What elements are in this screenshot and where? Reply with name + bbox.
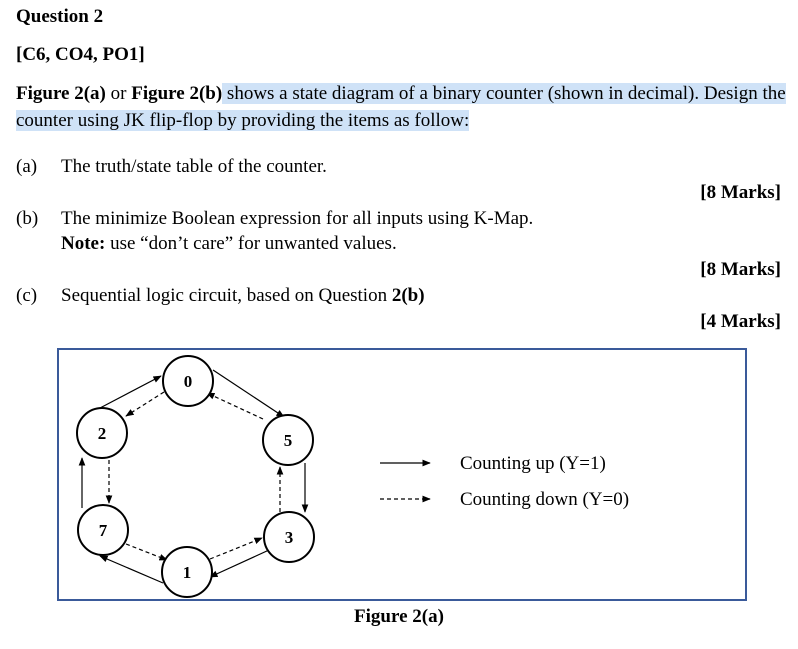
up-arrow-0-5 [213, 370, 284, 417]
down-arrow-0-2 [126, 392, 164, 416]
up-arrow-1-7 [100, 556, 163, 583]
state-node-3 [264, 512, 314, 562]
item-a-text: The truth/state table of the counter. [61, 156, 327, 177]
intro-highlighted-text: shows a state diagram of a binary counter (shown in decimal). Design the counter using JK flip-flop by providing the items as follow: [16, 83, 786, 131]
up-arrow-2-0 [100, 376, 161, 408]
state-node-0 [163, 356, 213, 406]
item-b-marks: [8 Marks] [700, 259, 781, 280]
item-c-main-text: Sequential logic circuit, based on Question [61, 285, 392, 306]
item-b-text: The minimize Boolean expression for all inputs using K-Map. [61, 208, 534, 229]
note-text: use “don’t care” for unwanted values. [105, 233, 397, 254]
item-c-marks: [4 Marks] [700, 311, 781, 332]
question-title: Question 2 [16, 6, 104, 27]
state-label-5: 5 [283, 431, 293, 450]
item-c-ref: 2(b) [391, 285, 425, 306]
up-arrow-3-1 [210, 550, 269, 577]
note-label: Note: [61, 233, 106, 254]
figure-caption: Figure 2(a) [354, 606, 444, 627]
state-label-2: 2 [97, 424, 107, 443]
item-a-marks: [8 Marks] [700, 182, 781, 203]
state-node-2 [77, 408, 127, 458]
down-arrow-7-1 [126, 544, 167, 560]
legend-down-label: Counting down (Y=0) [460, 489, 630, 510]
state-label-3: 3 [284, 528, 294, 547]
item-c-label: (c) [16, 285, 38, 306]
state-label-7: 7 [98, 521, 108, 540]
figure-ref-b: Figure 2(b) [131, 83, 223, 104]
figure-ref-a: Figure 2(a) [16, 83, 106, 104]
legend-up-label: Counting up (Y=1) [460, 453, 606, 474]
state-node-5 [263, 415, 313, 465]
state-node-1 [162, 547, 212, 597]
down-arrow-1-3 [210, 538, 262, 559]
item-a-label: (a) [16, 156, 38, 177]
state-label-0: 0 [183, 372, 193, 391]
item-b-label: (b) [16, 208, 39, 229]
intro-or: or [105, 83, 132, 104]
state-label-1: 1 [182, 563, 192, 582]
outcome-codes: [C6, CO4, PO1] [16, 44, 145, 65]
state-node-7 [78, 505, 128, 555]
